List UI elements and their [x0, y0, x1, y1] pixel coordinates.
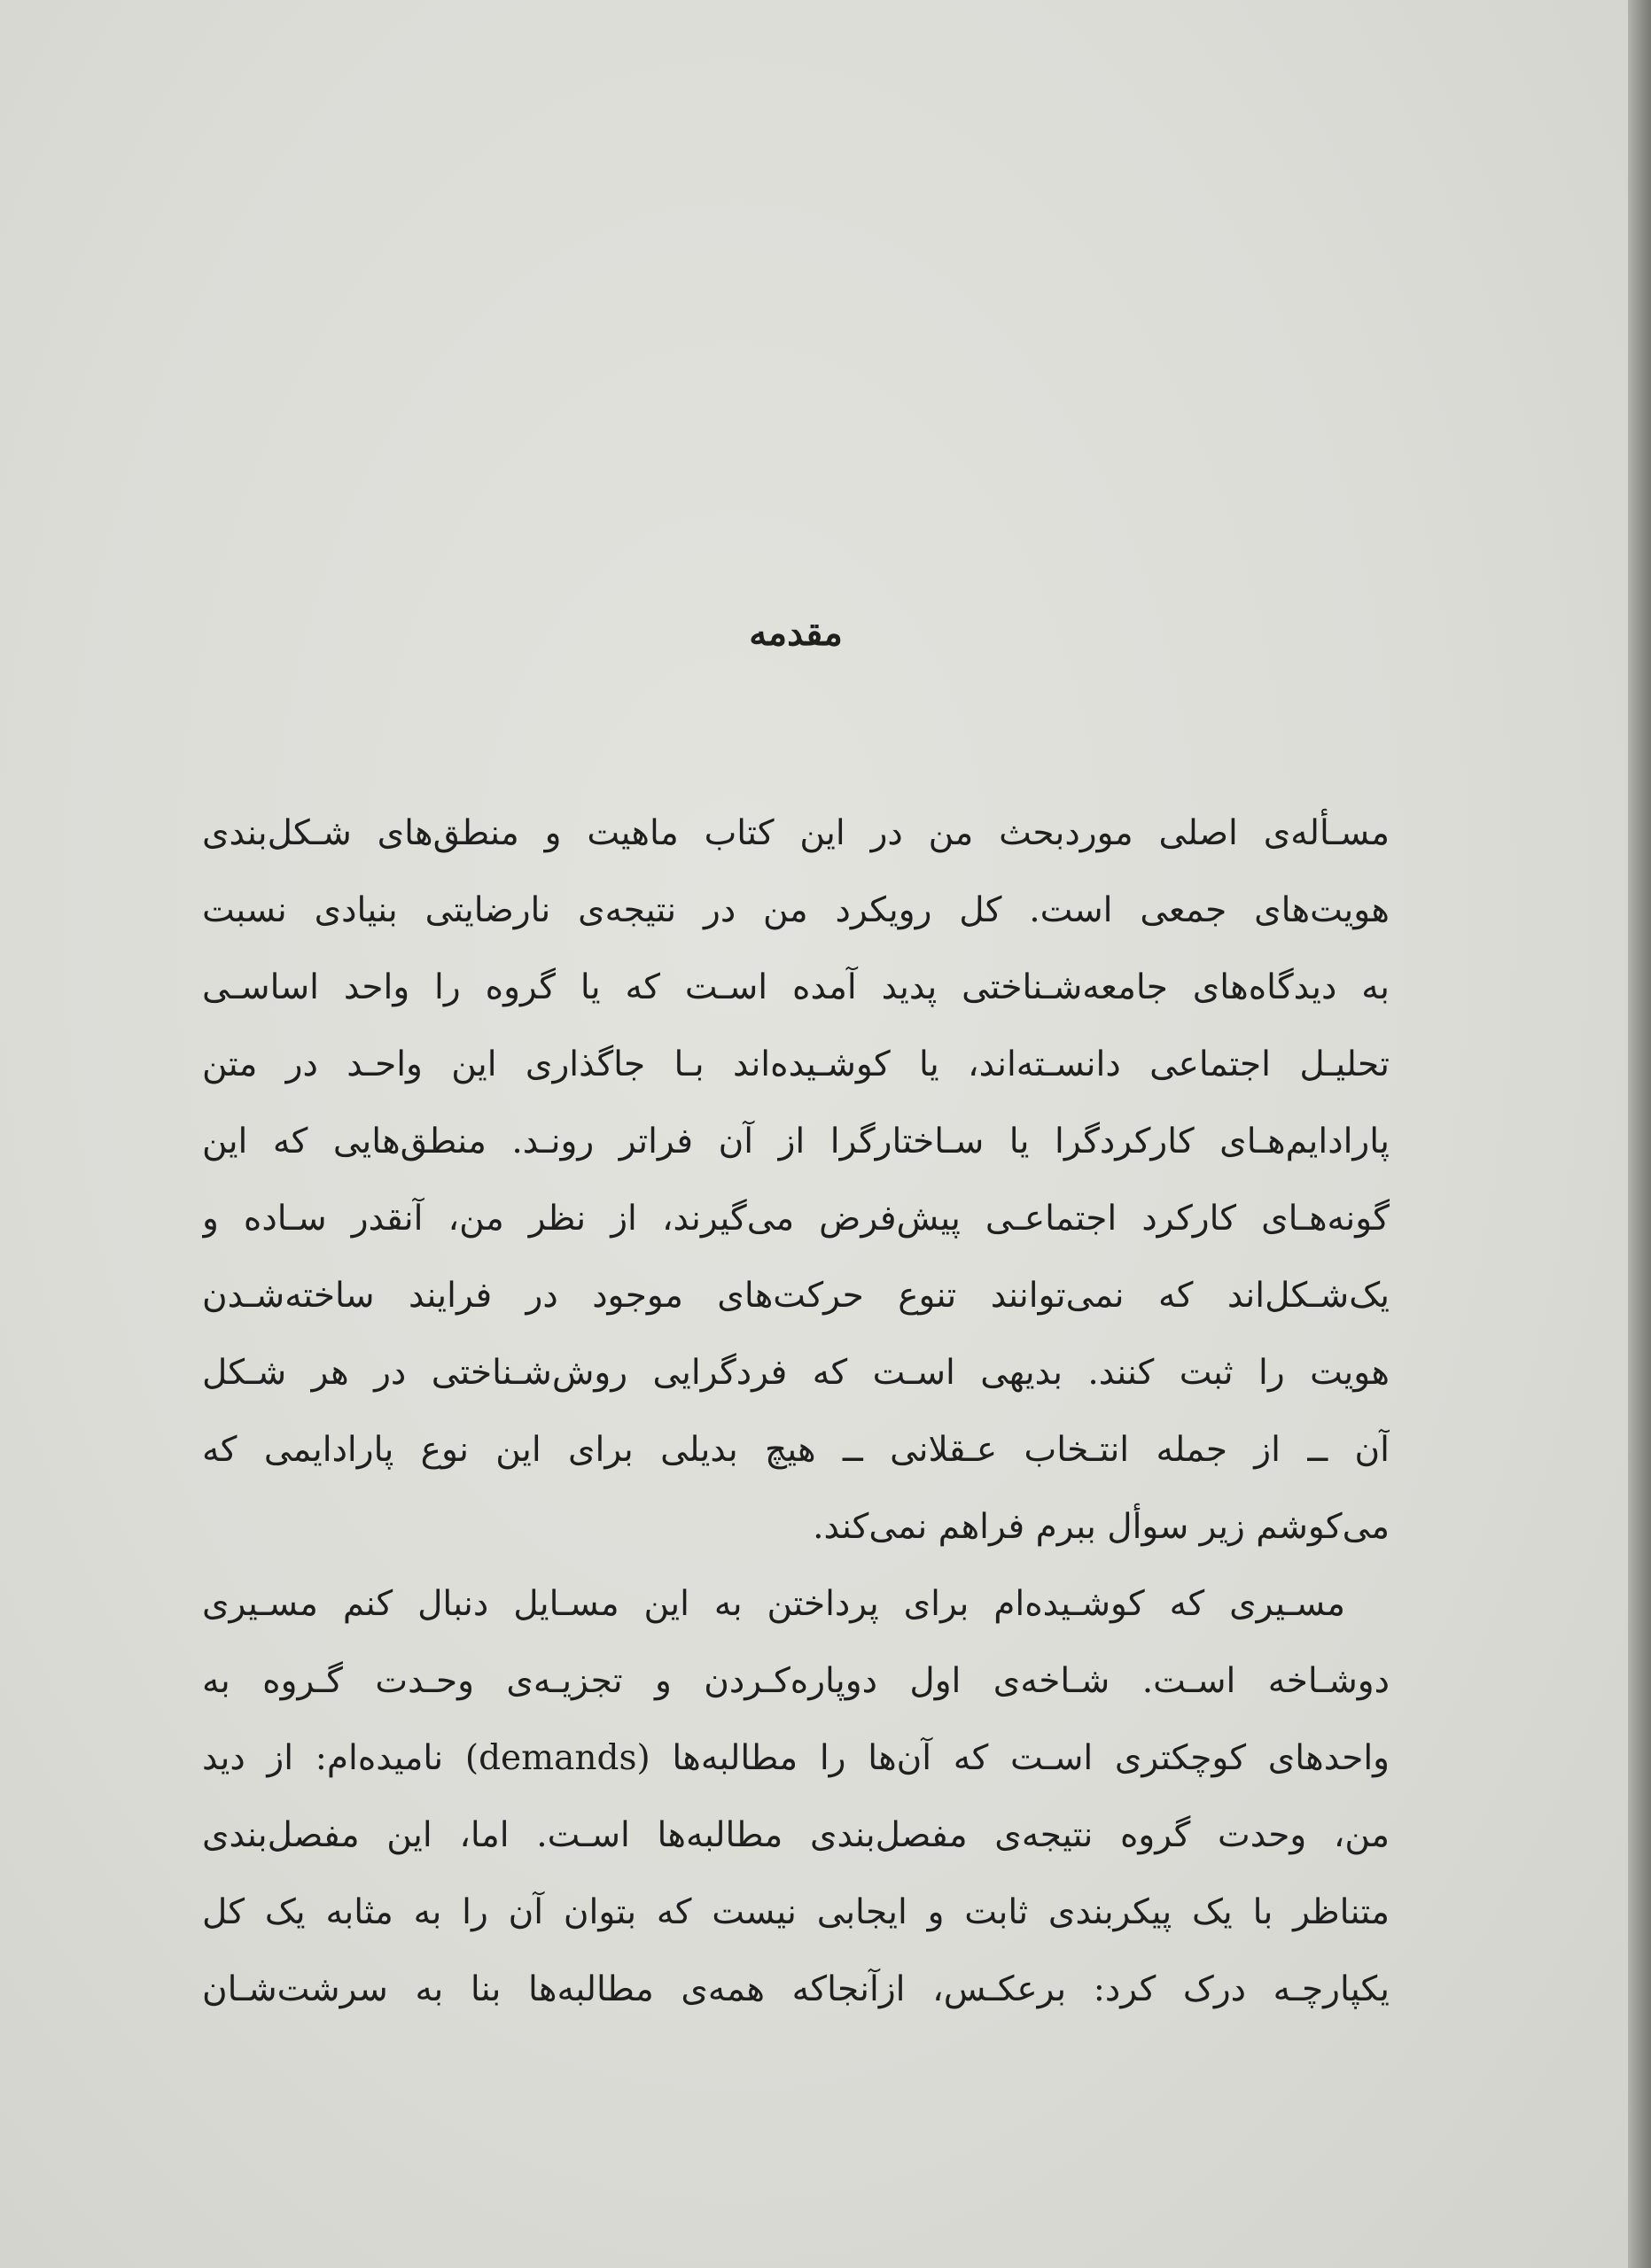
text-line: آن ــ از جمله انتـخاب عـقلانی ــ هیچ بدیلی برای این نوع پارادایمی که: [202, 1430, 1390, 1470]
text-line: گونه‌هـای کارکرد اجتماعـی پیش‌فرض می‌گیرند، از نظر من، آنقدر سـاده و: [202, 1199, 1390, 1239]
text-line: هویت‌های جمعی است. کل رویکرد من در نتیجه‌ی نارضایتی بنیادی نسبت: [202, 890, 1390, 930]
text-line: می‌کوشم زیر سوأل ببرم فراهم نمی‌کند.: [813, 1507, 1390, 1547]
text-line: تحلیـل اجتماعی دانسـته‌اند، یا کوشـیده‌اند بـا جاگذاری این واحـد در متن: [202, 1045, 1390, 1084]
text-line: به دیدگاه‌های جامعه‌شـناختی پدید آمده اسـت که یا گروه را واحد اساسـی: [202, 967, 1390, 1007]
text-line: پارادایم‌هـای کارکردگرا یا سـاختارگرا از آن فراتر رونـد. منطق‌هایی که این: [202, 1122, 1390, 1161]
text-line: من، وحدت گروه نتیجه‌ی مفصل‌بندی مطالبه‌ها اسـت. اما، این مفصل‌بندی: [202, 1815, 1390, 1855]
text-line: دوشـاخه اسـت. شـاخه‌ی اول دوپاره‌کـردن و تجزیـه‌ی وحـدت گـروه به: [202, 1661, 1390, 1701]
text-line: یکپارچـه درک کرد: برعکـس، ازآنجاکه همه‌ی مطالبه‌ها بنا به سرشت‌شـان: [202, 1969, 1390, 2009]
text-line: مسـیری که کوشـیده‌ام برای پرداختن به این مسـایل دنبال کنم مسـیری: [202, 1584, 1345, 1624]
text-line: مسـأله‌ی اصلی موردبحث من در این کتاب ماهیت و منطق‌های شـکل‌بندی: [202, 813, 1390, 853]
text-line: واحدهای کوچکتری اسـت که آن‌ها را مطالبه‌ها (demands) نامیده‌ام: از دید: [202, 1738, 1390, 1778]
text-line: متناظر با یک پیکربندی ثابت و ایجابی نیست که بتوان آن را به مثابه یک کل: [202, 1892, 1390, 1932]
page-edge-shadow: [1628, 0, 1651, 2268]
text-line: یک‌شـکل‌اند که نمی‌توانند تنوع حرکت‌های موجود در فرایند ساخته‌شـدن: [202, 1276, 1390, 1316]
chapter-heading: مقدمه: [749, 612, 843, 654]
text-line: هویت را ثبت کنند. بدیهی اسـت که فردگرایی روش‌شـناختی در هر شـکل: [202, 1353, 1390, 1393]
